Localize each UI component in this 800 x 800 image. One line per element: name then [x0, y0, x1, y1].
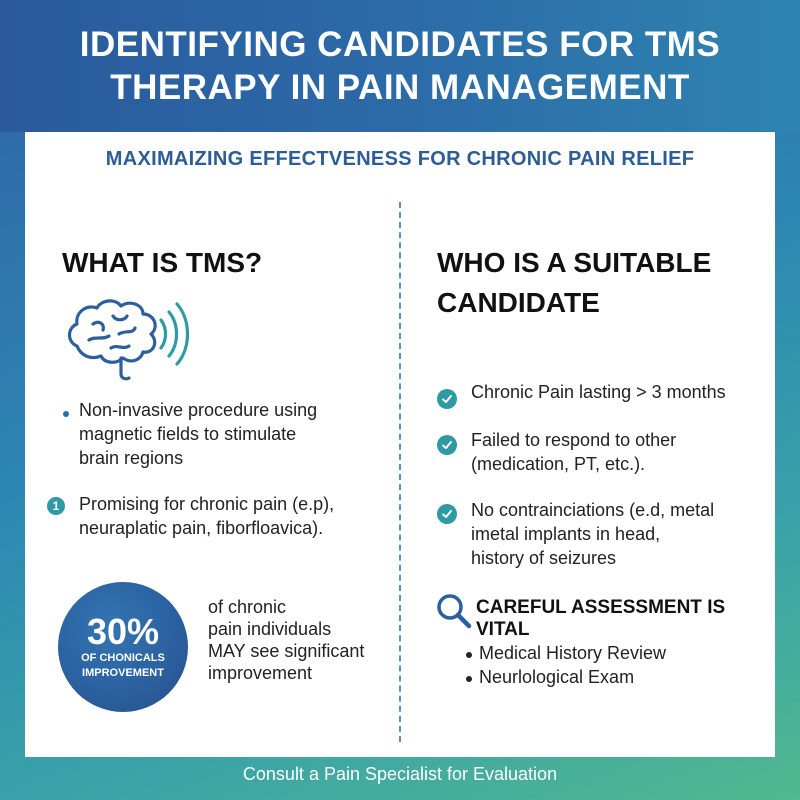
brain-waves-icon: [63, 294, 193, 389]
page-subtitle: MAXIMAIZING EFFECTVENESS FOR CHRONIC PAIN RELIEF: [105, 148, 695, 170]
page-title-line-1: IDENTIFYING CANDIDATES FOR TMS: [79, 25, 721, 64]
assessment-title: CAREFUL ASSESSMENT IS VITAL: [476, 597, 726, 640]
content-panel: [25, 132, 775, 757]
tms-promise-text: Promising for chronic pain (e.p), neuraplatic pain, fiborfloavica).: [79, 494, 335, 538]
footer-cta: Consult a Pain Specialist for Evaluation: [242, 764, 558, 784]
section-title-suitable-candidate: WHO IS A SUITABLE CANDIDATE: [437, 247, 712, 318]
bullet-dot: [466, 652, 472, 658]
tms-description: Non-invasive procedure using magnetic fields to stimulate brain regions: [79, 400, 318, 468]
stat-circle: [58, 582, 188, 712]
check-icon: [437, 504, 457, 524]
bullet-dot: [466, 676, 472, 682]
column-divider: [399, 202, 401, 742]
check-icon: [437, 389, 457, 409]
section-title-what-is-tms: WHAT IS TMS?: [62, 247, 263, 278]
assessment-item-exam: Neurlological Exam: [479, 667, 635, 687]
stat-value: 30%: [86, 611, 160, 652]
stat-description: of chronic pain individuals MAY see significant improvement: [208, 597, 365, 683]
magnifier-icon: [435, 592, 473, 635]
bullet-dot: [63, 411, 69, 417]
page-title-line-2: THERAPY IN PAIN MANAGEMENT: [110, 68, 690, 107]
stat-label-line-1: OF CHONICALS: [81, 652, 165, 664]
stat-label-line-2: IMPROVEMENT: [82, 667, 164, 679]
header-banner: [0, 0, 800, 132]
criterion-no-contraindications: No contrainciations (e.d, metal imetal implants in head, history of seizures: [471, 500, 715, 568]
criterion-chronic-pain: Chronic Pain lasting > 3 months: [471, 382, 726, 402]
assessment-item-history: Medical History Review: [479, 643, 667, 663]
check-icon: [437, 435, 457, 455]
criterion-failed-treatment: Failed to respond to other (medication, PT, etc.).: [471, 430, 677, 474]
number-badge: 1: [47, 497, 65, 515]
